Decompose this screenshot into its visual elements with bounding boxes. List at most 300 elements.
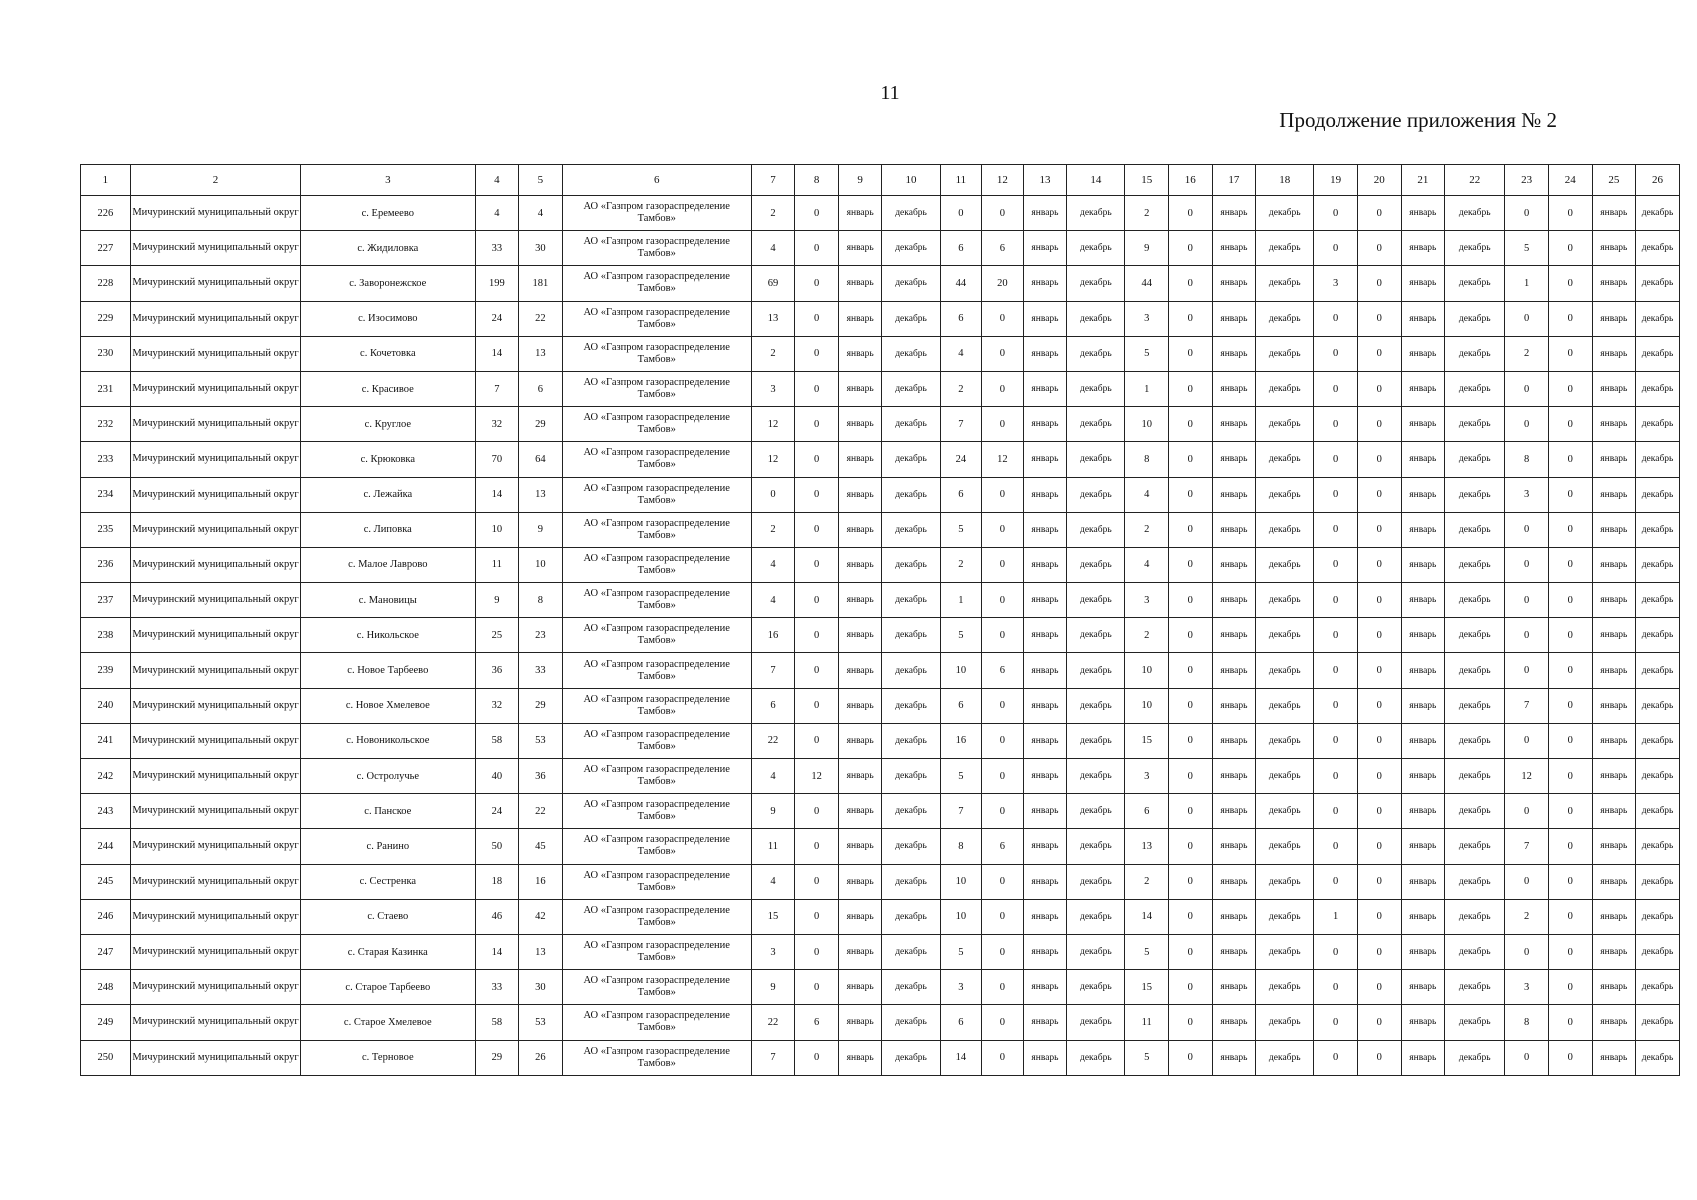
table-cell: декабрь bbox=[1636, 442, 1680, 477]
table-cell: 0 bbox=[1357, 899, 1401, 934]
table-cell: 20 bbox=[982, 266, 1024, 301]
table-cell: 0 bbox=[795, 794, 839, 829]
table-cell: 0 bbox=[1169, 231, 1213, 266]
table-cell: 0 bbox=[1357, 231, 1401, 266]
table-cell: 24 bbox=[475, 794, 519, 829]
table-cell: декабрь bbox=[1445, 970, 1505, 1005]
table-cell: с. Старое Хмелевое bbox=[301, 1005, 475, 1040]
table-cell: 0 bbox=[1548, 1040, 1592, 1075]
table-cell: 0 bbox=[1548, 266, 1592, 301]
table-cell: АО «Газпром газораспределение Тамбов» bbox=[562, 653, 751, 688]
table-cell: январь bbox=[1401, 653, 1445, 688]
table-cell: 6 bbox=[940, 688, 982, 723]
table-cell: декабрь bbox=[1067, 653, 1125, 688]
table-cell: 6 bbox=[795, 1005, 839, 1040]
column-header: 13 bbox=[1023, 165, 1067, 196]
table-cell: декабрь bbox=[1067, 196, 1125, 231]
table-cell: 0 bbox=[1505, 934, 1549, 969]
table-cell: Мичуринский муниципальный округ bbox=[130, 301, 300, 336]
table-cell: январь bbox=[1401, 794, 1445, 829]
table-cell: 0 bbox=[1169, 970, 1213, 1005]
table-cell: декабрь bbox=[1256, 442, 1314, 477]
table-cell: 0 bbox=[982, 336, 1024, 371]
table-cell: 241 bbox=[81, 723, 131, 758]
table-cell: 11 bbox=[1125, 1005, 1169, 1040]
table-cell: 2 bbox=[1125, 618, 1169, 653]
table-cell: 33 bbox=[519, 653, 563, 688]
table-cell: с. Остролучье bbox=[301, 759, 475, 794]
table-cell: Мичуринский муниципальный округ bbox=[130, 653, 300, 688]
table-cell: 7 bbox=[751, 1040, 795, 1075]
table-cell: январь bbox=[838, 759, 882, 794]
table-cell: 0 bbox=[795, 864, 839, 899]
table-cell: январь bbox=[1212, 899, 1256, 934]
table-cell: 0 bbox=[795, 266, 839, 301]
table-cell: 25 bbox=[475, 618, 519, 653]
table-cell: декабрь bbox=[882, 477, 940, 512]
table-cell: 4 bbox=[940, 336, 982, 371]
table-cell: январь bbox=[1212, 583, 1256, 618]
table-cell: 0 bbox=[1357, 618, 1401, 653]
table-cell: 0 bbox=[1548, 231, 1592, 266]
table-cell: январь bbox=[1212, 864, 1256, 899]
table-cell: 238 bbox=[81, 618, 131, 653]
table-cell: 5 bbox=[1125, 1040, 1169, 1075]
table-cell: январь bbox=[1212, 794, 1256, 829]
table-cell: 3 bbox=[1125, 759, 1169, 794]
table-cell: 0 bbox=[982, 970, 1024, 1005]
table-cell: январь bbox=[1401, 618, 1445, 653]
table-cell: Мичуринский муниципальный округ bbox=[130, 407, 300, 442]
table-cell: январь bbox=[1023, 723, 1067, 758]
table-cell: январь bbox=[1023, 759, 1067, 794]
table-cell: декабрь bbox=[882, 442, 940, 477]
table-cell: АО «Газпром газораспределение Тамбов» bbox=[562, 759, 751, 794]
table-cell: 16 bbox=[940, 723, 982, 758]
appendix-title: Продолжение приложения № 2 bbox=[1279, 108, 1557, 132]
table-cell: декабрь bbox=[1067, 899, 1125, 934]
table-cell: с. Сестренка bbox=[301, 864, 475, 899]
table-cell: декабрь bbox=[1445, 583, 1505, 618]
table-cell: 0 bbox=[1314, 407, 1358, 442]
table-cell: январь bbox=[1023, 899, 1067, 934]
table-cell: январь bbox=[838, 899, 882, 934]
table-row bbox=[81, 794, 1680, 829]
table-cell: январь bbox=[1401, 231, 1445, 266]
table-cell: январь bbox=[838, 618, 882, 653]
table-cell: 0 bbox=[1169, 653, 1213, 688]
table-cell: январь bbox=[1212, 301, 1256, 336]
table-cell: 7 bbox=[751, 653, 795, 688]
table-cell: январь bbox=[1212, 970, 1256, 1005]
table-cell: 22 bbox=[519, 301, 563, 336]
table-cell: январь bbox=[838, 653, 882, 688]
table-cell: с. Старая Казинка bbox=[301, 934, 475, 969]
table-cell: 13 bbox=[519, 477, 563, 512]
table-cell: 230 bbox=[81, 336, 131, 371]
table-cell: 3 bbox=[940, 970, 982, 1005]
table-cell: 228 bbox=[81, 266, 131, 301]
table-cell: 246 bbox=[81, 899, 131, 934]
table-cell: декабрь bbox=[1256, 723, 1314, 758]
table-cell: январь bbox=[1023, 688, 1067, 723]
table-cell: 0 bbox=[1548, 653, 1592, 688]
table-row bbox=[81, 336, 1680, 371]
table-cell: АО «Газпром газораспределение Тамбов» bbox=[562, 301, 751, 336]
table-cell: 46 bbox=[475, 899, 519, 934]
table-cell: декабрь bbox=[1636, 1005, 1680, 1040]
table-cell: январь bbox=[1592, 864, 1636, 899]
table-cell: январь bbox=[1023, 442, 1067, 477]
table-cell: декабрь bbox=[1067, 336, 1125, 371]
table-cell: 1 bbox=[1125, 371, 1169, 406]
table-cell: 0 bbox=[1548, 512, 1592, 547]
table-cell: январь bbox=[1023, 477, 1067, 512]
table-cell: 0 bbox=[795, 231, 839, 266]
table-cell: 24 bbox=[940, 442, 982, 477]
table-cell: январь bbox=[1212, 266, 1256, 301]
table-cell: 23 bbox=[519, 618, 563, 653]
table-cell: 243 bbox=[81, 794, 131, 829]
table-cell: 0 bbox=[1548, 794, 1592, 829]
table-cell: январь bbox=[1401, 547, 1445, 582]
table-cell: январь bbox=[1592, 407, 1636, 442]
table-cell: 0 bbox=[1548, 442, 1592, 477]
table-cell: 16 bbox=[751, 618, 795, 653]
table-cell: 0 bbox=[1314, 934, 1358, 969]
table-cell: 14 bbox=[1125, 899, 1169, 934]
table-cell: 32 bbox=[475, 407, 519, 442]
table-cell: январь bbox=[1023, 829, 1067, 864]
data-table bbox=[80, 164, 1680, 1076]
table-cell: декабрь bbox=[1636, 618, 1680, 653]
table-cell: декабрь bbox=[1067, 723, 1125, 758]
table-cell: январь bbox=[1212, 1005, 1256, 1040]
table-cell: 6 bbox=[940, 231, 982, 266]
table-cell: декабрь bbox=[882, 547, 940, 582]
table-cell: 58 bbox=[475, 723, 519, 758]
table-cell: 0 bbox=[1314, 301, 1358, 336]
table-cell: декабрь bbox=[1067, 934, 1125, 969]
table-cell: январь bbox=[838, 864, 882, 899]
table-cell: 0 bbox=[795, 547, 839, 582]
table-cell: 14 bbox=[940, 1040, 982, 1075]
table-cell: 0 bbox=[1169, 301, 1213, 336]
table-cell: 6 bbox=[982, 231, 1024, 266]
table-cell: 0 bbox=[1169, 688, 1213, 723]
table-cell: январь bbox=[838, 583, 882, 618]
table-cell: январь bbox=[1023, 512, 1067, 547]
table-cell: декабрь bbox=[1256, 759, 1314, 794]
table-cell: 3 bbox=[1125, 301, 1169, 336]
table-cell: АО «Газпром газораспределение Тамбов» bbox=[562, 829, 751, 864]
table-cell: декабрь bbox=[1445, 723, 1505, 758]
table-cell: январь bbox=[1212, 934, 1256, 969]
table-cell: 0 bbox=[795, 688, 839, 723]
table-cell: Мичуринский муниципальный округ bbox=[130, 1040, 300, 1075]
table-cell: 0 bbox=[1314, 583, 1358, 618]
table-cell: 236 bbox=[81, 547, 131, 582]
table-cell: 22 bbox=[751, 723, 795, 758]
table-cell: январь bbox=[838, 336, 882, 371]
table-cell: январь bbox=[1023, 371, 1067, 406]
table-cell: 0 bbox=[1357, 583, 1401, 618]
table-cell: декабрь bbox=[1067, 512, 1125, 547]
table-cell: с. Мановицы bbox=[301, 583, 475, 618]
table-cell: АО «Газпром газораспределение Тамбов» bbox=[562, 583, 751, 618]
table-cell: 0 bbox=[982, 583, 1024, 618]
table-cell: 11 bbox=[475, 547, 519, 582]
column-header: 20 bbox=[1357, 165, 1401, 196]
table-cell: 0 bbox=[1548, 477, 1592, 512]
table-cell: 0 bbox=[982, 794, 1024, 829]
table-cell: 10 bbox=[1125, 653, 1169, 688]
table-cell: декабрь bbox=[1636, 477, 1680, 512]
table-cell: 0 bbox=[1505, 583, 1549, 618]
table-cell: декабрь bbox=[1256, 196, 1314, 231]
table-cell: январь bbox=[1592, 934, 1636, 969]
table-row bbox=[81, 653, 1680, 688]
table-cell: 10 bbox=[519, 547, 563, 582]
table-cell: 229 bbox=[81, 301, 131, 336]
table-cell: декабрь bbox=[1445, 899, 1505, 934]
column-header: 17 bbox=[1212, 165, 1256, 196]
table-row bbox=[81, 371, 1680, 406]
table-cell: 45 bbox=[519, 829, 563, 864]
table-cell: 2 bbox=[1125, 864, 1169, 899]
table-cell: 0 bbox=[982, 723, 1024, 758]
column-header: 11 bbox=[940, 165, 982, 196]
table-cell: 0 bbox=[1357, 336, 1401, 371]
table-row bbox=[81, 864, 1680, 899]
table-cell: декабрь bbox=[1067, 371, 1125, 406]
column-header: 23 bbox=[1505, 165, 1549, 196]
table-cell: 1 bbox=[940, 583, 982, 618]
table-cell: Мичуринский муниципальный округ bbox=[130, 970, 300, 1005]
table-cell: 70 bbox=[475, 442, 519, 477]
table-cell: декабрь bbox=[1067, 547, 1125, 582]
table-cell: 0 bbox=[795, 583, 839, 618]
table-cell: январь bbox=[1401, 688, 1445, 723]
table-cell: 9 bbox=[751, 794, 795, 829]
table-cell: январь bbox=[1212, 371, 1256, 406]
table-cell: январь bbox=[1023, 1040, 1067, 1075]
table-cell: Мичуринский муниципальный округ bbox=[130, 759, 300, 794]
table-cell: Мичуринский муниципальный округ bbox=[130, 1005, 300, 1040]
table-cell: 0 bbox=[795, 196, 839, 231]
table-cell: АО «Газпром газораспределение Тамбов» bbox=[562, 547, 751, 582]
table-cell: январь bbox=[1023, 794, 1067, 829]
table-cell: 0 bbox=[1357, 759, 1401, 794]
table-cell: 244 bbox=[81, 829, 131, 864]
table-cell: 9 bbox=[751, 970, 795, 1005]
table-cell: 29 bbox=[475, 1040, 519, 1075]
table-cell: декабрь bbox=[1256, 301, 1314, 336]
table-cell: 0 bbox=[1169, 899, 1213, 934]
table-cell: январь bbox=[1592, 231, 1636, 266]
table-cell: Мичуринский муниципальный округ bbox=[130, 266, 300, 301]
table-cell: декабрь bbox=[1636, 196, 1680, 231]
table-cell: 0 bbox=[982, 301, 1024, 336]
table-cell: декабрь bbox=[1636, 407, 1680, 442]
table-cell: 4 bbox=[751, 759, 795, 794]
table-cell: декабрь bbox=[1636, 723, 1680, 758]
table-cell: 242 bbox=[81, 759, 131, 794]
table-cell: 0 bbox=[1548, 723, 1592, 758]
table-cell: декабрь bbox=[1445, 477, 1505, 512]
table-cell: 7 bbox=[940, 794, 982, 829]
table-cell: АО «Газпром газораспределение Тамбов» bbox=[562, 899, 751, 934]
table-cell: 0 bbox=[1548, 829, 1592, 864]
table-cell: январь bbox=[1023, 301, 1067, 336]
table-cell: 0 bbox=[1357, 1005, 1401, 1040]
table-cell: декабрь bbox=[1636, 970, 1680, 1005]
table-cell: 247 bbox=[81, 934, 131, 969]
table-cell: январь bbox=[1401, 829, 1445, 864]
table-cell: 6 bbox=[751, 688, 795, 723]
table-cell: январь bbox=[838, 266, 882, 301]
table-cell: январь bbox=[1401, 442, 1445, 477]
table-row bbox=[81, 970, 1680, 1005]
table-cell: декабрь bbox=[882, 301, 940, 336]
table-cell: декабрь bbox=[1636, 688, 1680, 723]
table-cell: 0 bbox=[1357, 512, 1401, 547]
table-cell: 0 bbox=[1357, 301, 1401, 336]
table-cell: 0 bbox=[1314, 1005, 1358, 1040]
table-cell: с. Новоникольское bbox=[301, 723, 475, 758]
table-cell: 12 bbox=[795, 759, 839, 794]
table-cell: 33 bbox=[475, 231, 519, 266]
table-cell: 0 bbox=[1169, 407, 1213, 442]
table-cell: 0 bbox=[1169, 442, 1213, 477]
table-cell: декабрь bbox=[1067, 477, 1125, 512]
table-cell: январь bbox=[838, 934, 882, 969]
table-cell: декабрь bbox=[1445, 512, 1505, 547]
table-cell: декабрь bbox=[1256, 829, 1314, 864]
table-cell: январь bbox=[838, 407, 882, 442]
table-cell: 5 bbox=[940, 934, 982, 969]
table-cell: 2 bbox=[751, 336, 795, 371]
table-cell: декабрь bbox=[1445, 371, 1505, 406]
table-cell: с. Еремеево bbox=[301, 196, 475, 231]
table-cell: 2 bbox=[1125, 512, 1169, 547]
table-cell: декабрь bbox=[1067, 864, 1125, 899]
table-cell: январь bbox=[1212, 688, 1256, 723]
table-row bbox=[81, 301, 1680, 336]
table-cell: 6 bbox=[940, 477, 982, 512]
table-cell: 0 bbox=[1169, 864, 1213, 899]
table-cell: январь bbox=[1212, 477, 1256, 512]
table-cell: 249 bbox=[81, 1005, 131, 1040]
column-header: 25 bbox=[1592, 165, 1636, 196]
table-cell: 0 bbox=[1314, 829, 1358, 864]
table-cell: декабрь bbox=[1256, 231, 1314, 266]
table-cell: 0 bbox=[795, 618, 839, 653]
table-cell: январь bbox=[838, 512, 882, 547]
table-cell: 44 bbox=[940, 266, 982, 301]
table-row bbox=[81, 723, 1680, 758]
table-cell: 0 bbox=[1169, 583, 1213, 618]
table-cell: Мичуринский муниципальный округ bbox=[130, 371, 300, 406]
table-cell: декабрь bbox=[1256, 1005, 1314, 1040]
table-cell: январь bbox=[1592, 970, 1636, 1005]
table-cell: декабрь bbox=[882, 759, 940, 794]
table-cell: 0 bbox=[1314, 653, 1358, 688]
table-cell: 5 bbox=[1125, 934, 1169, 969]
table-cell: с. Ранино bbox=[301, 829, 475, 864]
table-cell: декабрь bbox=[1067, 794, 1125, 829]
table-cell: 53 bbox=[519, 723, 563, 758]
table-cell: 0 bbox=[1314, 512, 1358, 547]
table-cell: 0 bbox=[1548, 1005, 1592, 1040]
table-row bbox=[81, 512, 1680, 547]
table-cell: 233 bbox=[81, 442, 131, 477]
table-cell: 0 bbox=[1314, 759, 1358, 794]
table-cell: 24 bbox=[475, 301, 519, 336]
table-cell: 6 bbox=[940, 301, 982, 336]
column-header: 14 bbox=[1067, 165, 1125, 196]
table-cell: декабрь bbox=[1445, 336, 1505, 371]
column-header: 7 bbox=[751, 165, 795, 196]
table-cell: 0 bbox=[1505, 301, 1549, 336]
table-cell: январь bbox=[838, 196, 882, 231]
table-cell: 9 bbox=[475, 583, 519, 618]
table-cell: январь bbox=[1592, 723, 1636, 758]
table-cell: 0 bbox=[1314, 442, 1358, 477]
table-cell: 0 bbox=[1505, 547, 1549, 582]
table-cell: январь bbox=[1212, 1040, 1256, 1075]
table-cell: 7 bbox=[1505, 829, 1549, 864]
table-cell: январь bbox=[838, 829, 882, 864]
table-cell: 36 bbox=[519, 759, 563, 794]
table-cell: январь bbox=[838, 547, 882, 582]
table-cell: 0 bbox=[795, 336, 839, 371]
table-cell: январь bbox=[1023, 583, 1067, 618]
table-cell: 8 bbox=[519, 583, 563, 618]
table-cell: январь bbox=[1592, 583, 1636, 618]
table-cell: с. Стаево bbox=[301, 899, 475, 934]
table-cell: 0 bbox=[1314, 723, 1358, 758]
table-cell: 13 bbox=[1125, 829, 1169, 864]
table-cell: 0 bbox=[1169, 547, 1213, 582]
table-cell: январь bbox=[1592, 1040, 1636, 1075]
table-cell: 0 bbox=[1314, 196, 1358, 231]
column-header: 6 bbox=[562, 165, 751, 196]
table-cell: декабрь bbox=[1067, 266, 1125, 301]
table-cell: 3 bbox=[1125, 583, 1169, 618]
column-header: 18 bbox=[1256, 165, 1314, 196]
table-cell: 2 bbox=[940, 547, 982, 582]
table-cell: 0 bbox=[1357, 407, 1401, 442]
table-cell: 240 bbox=[81, 688, 131, 723]
table-cell: 239 bbox=[81, 653, 131, 688]
table-cell: декабрь bbox=[1256, 794, 1314, 829]
table-cell: 0 bbox=[982, 477, 1024, 512]
table-cell: 0 bbox=[1357, 723, 1401, 758]
table-cell: 0 bbox=[982, 371, 1024, 406]
table-cell: 0 bbox=[1169, 618, 1213, 653]
table-cell: АО «Газпром газораспределение Тамбов» bbox=[562, 371, 751, 406]
table-cell: декабрь bbox=[1636, 512, 1680, 547]
table-cell: декабрь bbox=[1445, 301, 1505, 336]
table-cell: 58 bbox=[475, 1005, 519, 1040]
table-cell: 15 bbox=[751, 899, 795, 934]
table-cell: декабрь bbox=[1445, 829, 1505, 864]
table-cell: 0 bbox=[1505, 512, 1549, 547]
table-cell: декабрь bbox=[1445, 547, 1505, 582]
table-cell: 10 bbox=[940, 653, 982, 688]
table-cell: 0 bbox=[795, 723, 839, 758]
